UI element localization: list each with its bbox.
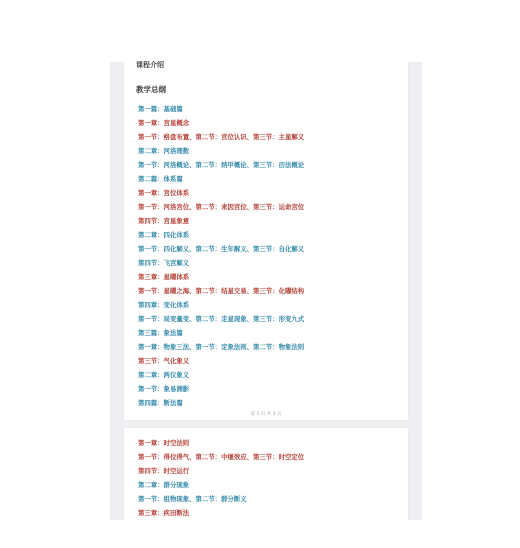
- outline-line: 第二章：四化体系: [138, 231, 190, 239]
- document-page-1: [124, 62, 408, 420]
- outline-line: 第一节：得位得气、第二节：中继效应、第三节：时空定位: [138, 453, 305, 461]
- outline-line: 第一节：象易测影: [138, 385, 190, 393]
- outline-line: 第一节：格盘布置、第二节：宫位认识、第三节：主星解义: [138, 133, 305, 141]
- outline-line: 第一节：星曜之海、第二节：结星交易、第三节：化曜结构: [138, 287, 305, 295]
- outline-line: 第二章：群分现象: [138, 481, 190, 489]
- document-page-2: [124, 428, 408, 548]
- outline-line: 第二章：两仪象义: [138, 371, 190, 379]
- outline-line: 第三章：疾田断法: [138, 509, 190, 517]
- outline-line: 第二章：河洛理数: [138, 147, 190, 155]
- document-viewer[interactable]: [110, 62, 422, 520]
- outline-line: 第一章：时空法则: [138, 439, 190, 447]
- outline-line: 第四章：变化体系: [138, 301, 190, 309]
- outline-line: 第一章：物象三法、第一节：定象法则、第二节：物象法则: [138, 343, 305, 351]
- outline-line: 第二篇：体系篇: [138, 175, 183, 183]
- outline-list: [138, 436, 400, 520]
- outline-line: 第四节：时空运行: [138, 467, 190, 475]
- outline-line: 第一篇：基础篇: [138, 105, 183, 113]
- outline-line: 第一节：四化解义、第二节：生年解义、第三节：自化解义: [138, 245, 305, 253]
- outline-line: 第一节：组物现象、第二节：群分断义: [138, 495, 247, 503]
- outline-line: 第一章：宫位体系: [138, 189, 190, 197]
- outline-line: 第一章：宫星概念: [138, 119, 190, 127]
- section-title: 教学总纲: [136, 85, 166, 94]
- outline-line: 第三篇：象法篇: [138, 329, 183, 337]
- outline-line: 第三章：星曜体系: [138, 273, 190, 281]
- page-header-title: 课程介绍: [136, 60, 164, 69]
- outline-line: 第三节：气化象义: [138, 357, 190, 365]
- outline-line: 第一节：河洛宫位、第二节：来因宫位、第三节：运命宫位: [138, 203, 305, 211]
- outline-list: [138, 102, 400, 410]
- page-number-footer: 第 1 页 共 3 页: [250, 412, 282, 417]
- outline-line: 第四节：宫星象意: [138, 217, 190, 225]
- outline-line: 第一节：河洛概论、第二节：纳甲概论、第三节：历法概论: [138, 161, 305, 169]
- outline-line: 第四篇：断法篇: [138, 399, 183, 407]
- outline-line: 第一节：局变量变、第二节：走星现象、第三节：形变九式: [138, 315, 305, 323]
- outline-line: 第四节：飞宫解义: [138, 259, 190, 267]
